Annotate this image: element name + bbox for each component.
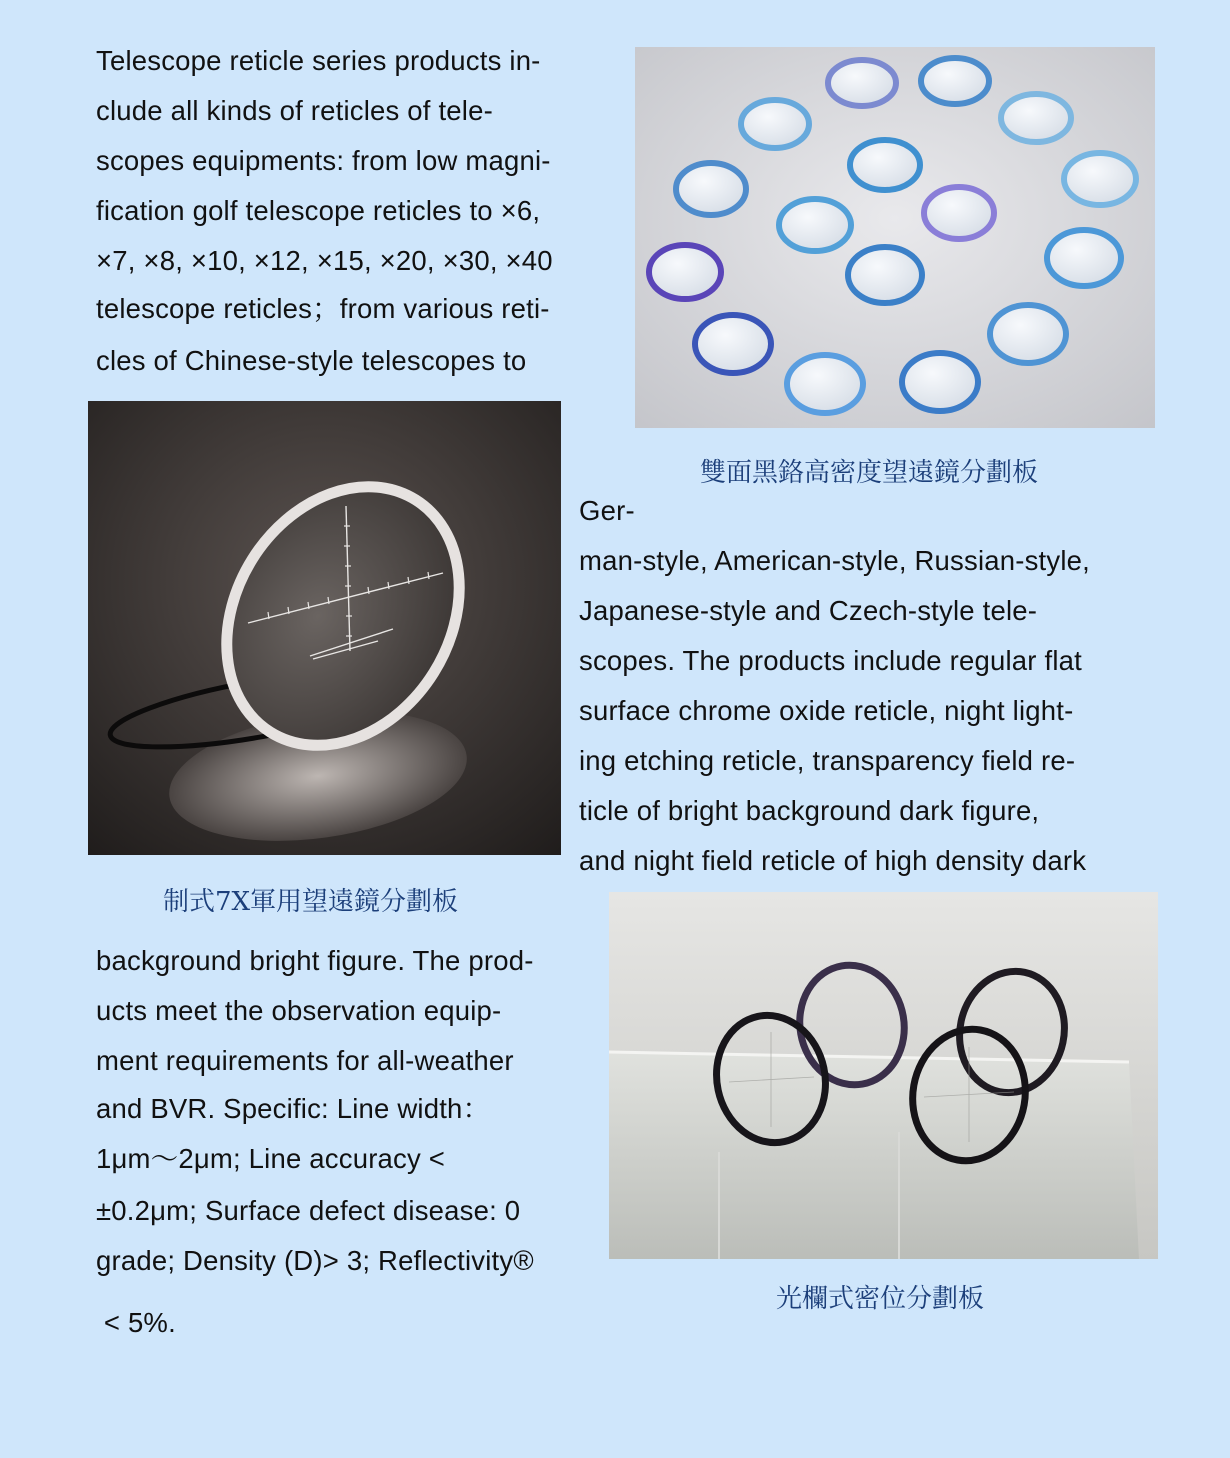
text-line: cles of Chinese-style telescopes to (96, 345, 527, 376)
photo-caption-3: 光欄式密位分劃板 (776, 1284, 985, 1314)
text-line: surface chrome oxide reticle, night light- (579, 695, 1074, 726)
text-line: ticle of bright background dark figure, (579, 795, 1040, 826)
text-line: telescope reticles；from various reti- (96, 293, 550, 324)
text-line: scopes equipments: from low magni- (96, 145, 551, 176)
text-line: Ger- (579, 495, 635, 526)
text-line: ×7, ×8, ×10, ×12, ×15, ×20, ×30, ×40 (96, 245, 553, 276)
text-line: fication golf telescope reticles to ×6, (96, 195, 541, 226)
photo-caption-2: 制式7X軍用望遠鏡分劃板 (163, 887, 459, 917)
text-line: ±0.2μm; Surface defect disease: 0 (96, 1195, 521, 1226)
photo-aperture-reticles (609, 892, 1158, 1259)
photo-coated-reticles (635, 47, 1155, 428)
text-line: < 5%. (96, 1307, 176, 1338)
text-line: 1μm～2μm; Line accuracy < (96, 1143, 446, 1174)
text-line: man-style, American-style, Russian-style, (579, 545, 1090, 576)
photo-caption-1: 雙面黑鉻高密度望遠鏡分劃板 (700, 458, 1039, 488)
text-line: and BVR. Specific: Line width： (96, 1093, 491, 1124)
text-line: Japanese-style and Czech-style tele- (579, 595, 1038, 626)
text-line: ing etching reticle, transparency field re- (579, 745, 1076, 776)
text-line: Telescope reticle series products in- (96, 45, 541, 76)
text-line: ucts meet the observation equip- (96, 995, 502, 1026)
text-line: grade; Density (D)> 3; Reflectivity® (96, 1245, 534, 1276)
text-line: and night field reticle of high density dark (579, 845, 1087, 876)
photo-military-reticle (88, 401, 561, 855)
text-line: clude all kinds of reticles of tele- (96, 95, 493, 126)
text-line: scopes. The products include regular flat (579, 645, 1082, 676)
text-line: background bright figure. The prod- (96, 945, 534, 976)
text-line: ment requirements for all-weather (96, 1045, 514, 1076)
